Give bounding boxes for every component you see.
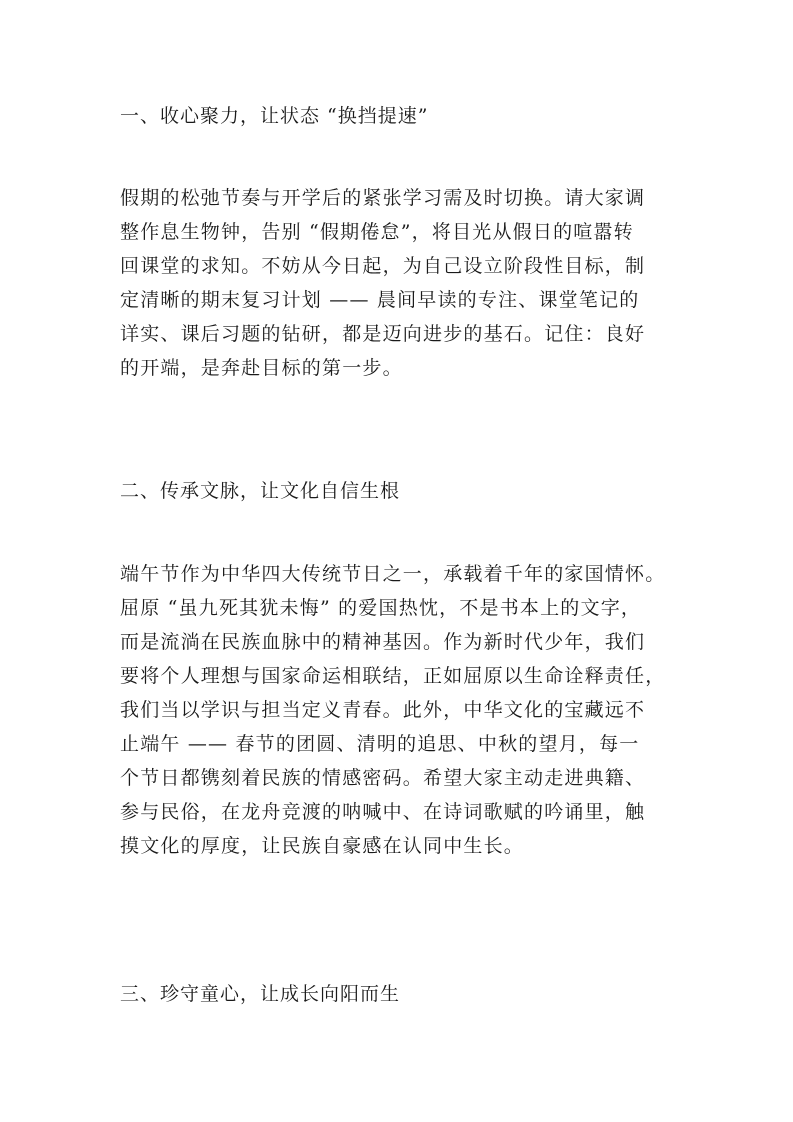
paragraph-line: 回课堂的求知。不妨从今日起，为自己设立阶段性目标，制	[120, 255, 646, 277]
section-1-paragraph	[120, 181, 680, 385]
paragraph-line: 要将个人理想与国家命运相联结，正如屈原以生命诠释责任，	[120, 665, 666, 687]
paragraph-line: 假期的松弛节奏与开学后的紧张学习需及时切换。请大家调	[120, 187, 646, 209]
paragraph-line: 屈原 “虽九死其犹未悔” 的爱国热忱，不是书本上的文字，	[120, 597, 642, 619]
paragraph-line: 个节日都镌刻着民族的情感密码。希望大家主动走进典籍、	[120, 767, 646, 789]
paragraph-line: 参与民俗，在龙舟竞渡的呐喊中、在诗词歌赋的吟诵里，触	[120, 801, 646, 823]
paragraph-line: 详实、课后习题的钻研，都是迈向进步的基石。记住：良好	[120, 323, 646, 345]
paragraph-line: 而是流淌在民族血脉中的精神基因。作为新时代少年，我们	[120, 631, 646, 653]
paragraph-line: 端午节作为中华四大传统节日之一，承载着千年的家国情怀。	[120, 563, 666, 585]
section-1-heading: 一、收心聚力，让状态 “换挡提速”	[120, 105, 429, 127]
section-2-heading: 二、传承文脉，让文化自信生根	[120, 480, 401, 502]
paragraph-line: 止端午 —— 春节的团圆、清明的追思、中秋的望月，每一	[120, 733, 640, 755]
paragraph-line: 的开端，是奔赴目标的第一步。	[120, 357, 403, 379]
section-2-paragraph	[120, 557, 680, 863]
paragraph-line: 摸文化的厚度，让民族自豪感在认同中生长。	[120, 835, 525, 857]
paragraph-line: 我们当以学识与担当定义青春。此外，中华文化的宝藏远不	[120, 699, 646, 721]
section-3-heading: 三、珍守童心，让成长向阳而生	[120, 983, 401, 1005]
paragraph-line: 整作息生物钟，告别 “假期倦怠”，将目光从假日的喧嚣转	[120, 221, 634, 243]
paragraph-line: 定清晰的期末复习计划 —— 晨间早读的专注、课堂笔记的	[120, 289, 640, 311]
